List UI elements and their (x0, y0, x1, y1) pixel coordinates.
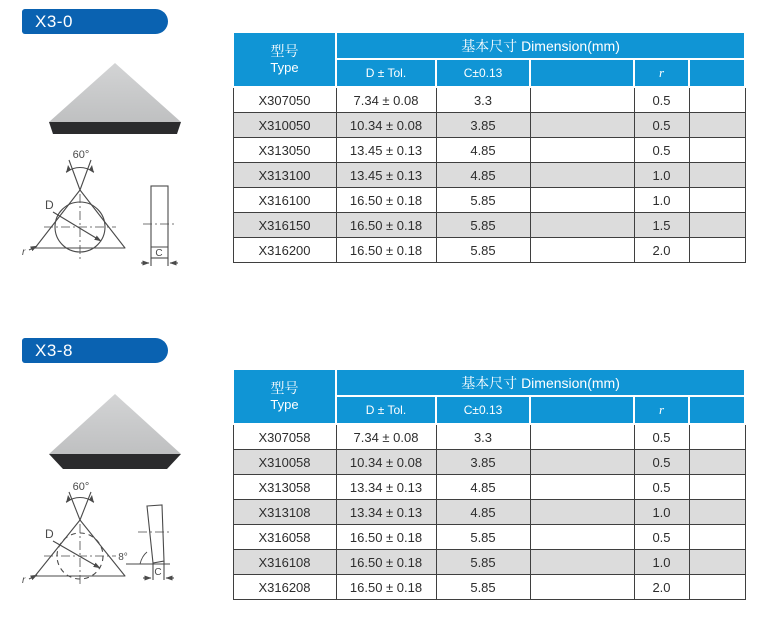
clearance-angle-label: 8° (118, 552, 128, 563)
cell-value: 16.50 ± 0.18 (336, 550, 436, 575)
d-label: D (45, 527, 54, 541)
cell-type: X307050 (233, 87, 336, 113)
cell-value: 3.85 (436, 113, 530, 138)
c-label: C (155, 248, 163, 259)
cell-value (689, 550, 745, 575)
r-label: r (22, 575, 26, 586)
series-label: X3-8 (35, 341, 73, 360)
cell-value (689, 238, 745, 263)
cell-value: 5.85 (436, 525, 530, 550)
column-header-empty-1 (530, 59, 634, 87)
cell-value (689, 113, 745, 138)
cell-value: 5.85 (436, 213, 530, 238)
spec-table-x3-8 (232, 368, 746, 600)
cell-value: 5.85 (436, 575, 530, 600)
cell-type: X313108 (233, 500, 336, 525)
cell-value: 5.85 (436, 550, 530, 575)
table-row (233, 188, 745, 213)
cell-type: X313058 (233, 475, 336, 500)
table-row (233, 213, 745, 238)
table-row (233, 113, 745, 138)
column-header-empty-2 (689, 396, 745, 424)
column-header-r: r (634, 59, 689, 87)
cell-value: 7.34 ± 0.08 (336, 87, 436, 113)
cell-type: X316150 (233, 213, 336, 238)
cell-value (689, 87, 745, 113)
cell-value: 1.0 (634, 188, 689, 213)
cell-value: 4.85 (436, 500, 530, 525)
table-row (233, 500, 745, 525)
cell-value: 1.5 (634, 213, 689, 238)
cell-value (689, 163, 745, 188)
table-row (233, 163, 745, 188)
cell-value: 2.0 (634, 575, 689, 600)
series-pill-x3-8 (22, 338, 168, 363)
r-label: r (22, 247, 26, 258)
table-body (233, 87, 745, 263)
table-body (233, 424, 745, 600)
header-row-1 (233, 369, 745, 396)
type-header-zh: 型号 (270, 42, 299, 59)
cell-value: 1.0 (634, 163, 689, 188)
column-header-d-tol: D ± Tol. (336, 59, 436, 87)
table-row (233, 575, 745, 600)
cell-value: 13.34 ± 0.13 (336, 500, 436, 525)
cell-value (689, 213, 745, 238)
column-header-c: C±0.13 (436, 59, 530, 87)
cell-value (530, 87, 634, 113)
cell-value (530, 113, 634, 138)
cell-type: X310058 (233, 450, 336, 475)
cell-value (689, 424, 745, 450)
type-header-en: Type (270, 60, 299, 76)
cell-value: 2.0 (634, 238, 689, 263)
series-pill-x3-0 (22, 9, 168, 34)
cell-value (689, 475, 745, 500)
cell-value (530, 424, 634, 450)
cell-value: 16.50 ± 0.18 (336, 238, 436, 263)
type-header-en: Type (270, 397, 299, 413)
column-header-empty-1 (530, 396, 634, 424)
cell-value: 0.5 (634, 525, 689, 550)
cell-value: 0.5 (634, 113, 689, 138)
cell-value (689, 575, 745, 600)
cell-value: 0.5 (634, 424, 689, 450)
cell-value: 0.5 (634, 475, 689, 500)
cell-value: 3.85 (436, 450, 530, 475)
cell-value (530, 188, 634, 213)
triangular-insert-shape (49, 63, 181, 134)
spec-table-x3-0 (232, 31, 746, 263)
cell-value: 0.5 (634, 450, 689, 475)
column-header-type (233, 32, 336, 87)
column-header-empty-2 (689, 59, 745, 87)
cell-value (530, 500, 634, 525)
table-row (233, 238, 745, 263)
cell-value (530, 238, 634, 263)
cell-value: 1.0 (634, 550, 689, 575)
cell-value: 16.50 ± 0.18 (336, 188, 436, 213)
table-row (233, 424, 745, 450)
table-row (233, 138, 745, 163)
cell-value (530, 138, 634, 163)
cell-value: 0.5 (634, 138, 689, 163)
cell-value (689, 188, 745, 213)
cell-value: 13.45 ± 0.13 (336, 138, 436, 163)
d-dimension-arrow (53, 541, 100, 568)
cell-type: X316200 (233, 238, 336, 263)
cell-value: 16.50 ± 0.18 (336, 525, 436, 550)
cell-value: 5.85 (436, 238, 530, 263)
c-label: C (154, 567, 162, 578)
insert-photo-x3-8 (40, 390, 190, 472)
cell-value: 3.3 (436, 424, 530, 450)
column-header-dimension: 基本尺寸 Dimension(mm) (336, 32, 745, 59)
cell-type: X316108 (233, 550, 336, 575)
cell-value (530, 163, 634, 188)
insert-photo-x3-0 (40, 60, 190, 136)
cell-value (530, 475, 634, 500)
cell-value: 16.50 ± 0.18 (336, 575, 436, 600)
cell-type: X316208 (233, 575, 336, 600)
cell-value: 4.85 (436, 475, 530, 500)
cell-type: X307058 (233, 424, 336, 450)
cell-type: X313050 (233, 138, 336, 163)
table-row (233, 475, 745, 500)
cell-value (689, 450, 745, 475)
cell-type: X316058 (233, 525, 336, 550)
dimension-drawing-x3-0 (8, 146, 228, 274)
table-row (233, 550, 745, 575)
column-header-dimension: 基本尺寸 Dimension(mm) (336, 369, 745, 396)
angle-60-marker (66, 160, 94, 190)
cell-value: 10.34 ± 0.08 (336, 450, 436, 475)
cell-type: X310050 (233, 113, 336, 138)
cell-value: 13.34 ± 0.13 (336, 475, 436, 500)
cell-value: 7.34 ± 0.08 (336, 424, 436, 450)
angle-60-marker (66, 492, 94, 520)
column-header-c: C±0.13 (436, 396, 530, 424)
header-row-1 (233, 32, 745, 59)
cell-value (689, 138, 745, 163)
column-header-d-tol: D ± Tol. (336, 396, 436, 424)
d-label: D (45, 198, 54, 212)
cell-value (530, 213, 634, 238)
cell-value: 5.85 (436, 188, 530, 213)
cell-value: 16.50 ± 0.18 (336, 213, 436, 238)
column-header-r: r (634, 396, 689, 424)
cell-value (689, 525, 745, 550)
cell-value: 4.85 (436, 138, 530, 163)
table-row (233, 525, 745, 550)
series-label: X3-0 (35, 12, 73, 31)
cell-value (530, 575, 634, 600)
dimension-drawing-x3-8 (8, 480, 228, 605)
cell-type: X313100 (233, 163, 336, 188)
table-row (233, 87, 745, 113)
triangular-insert-shape (49, 394, 181, 469)
cell-value (689, 500, 745, 525)
r-leader-arrow (29, 575, 37, 579)
cell-value (530, 550, 634, 575)
table-row (233, 450, 745, 475)
cell-value (530, 450, 634, 475)
cell-value: 0.5 (634, 87, 689, 113)
cell-value: 13.45 ± 0.13 (336, 163, 436, 188)
cell-value: 1.0 (634, 500, 689, 525)
angle-label: 60° (72, 481, 90, 493)
side-view-tilted (126, 505, 174, 580)
column-header-type (233, 369, 336, 424)
d-dimension-arrow (53, 212, 101, 241)
cell-value: 10.34 ± 0.08 (336, 113, 436, 138)
cell-value: 4.85 (436, 163, 530, 188)
cell-value (530, 525, 634, 550)
cell-type: X316100 (233, 188, 336, 213)
angle-label: 60° (72, 149, 90, 161)
type-header-zh: 型号 (270, 379, 299, 396)
cell-value: 3.3 (436, 87, 530, 113)
